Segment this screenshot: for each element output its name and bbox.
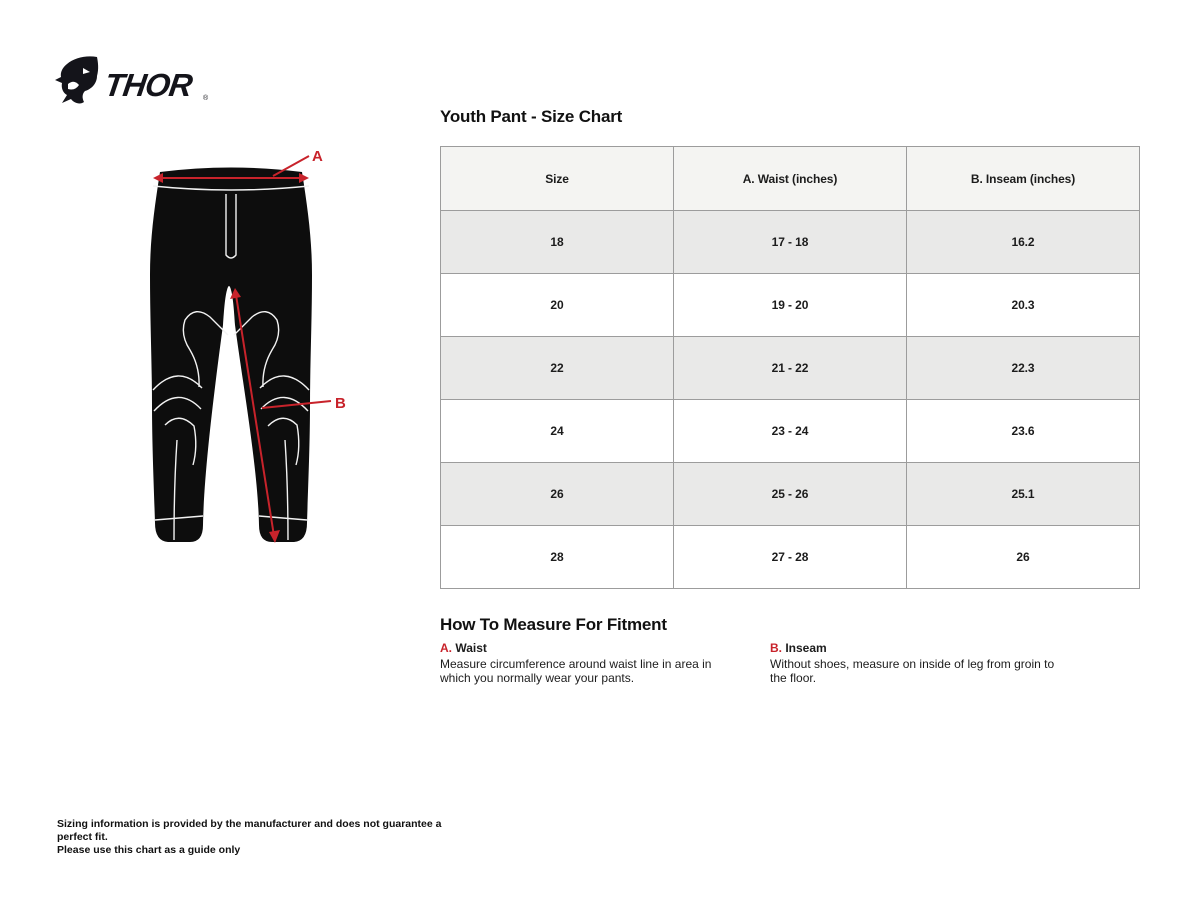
table-header-row [441, 147, 1140, 211]
sizing-disclaimer [57, 818, 477, 857]
measure-name-waist: Waist [455, 641, 487, 655]
cell-size: 28 [441, 526, 674, 589]
pant-measurement-diagram [95, 135, 395, 570]
disclaimer-line-1: Sizing information is provided by the manufacturer and does not guarantee a perfect fit. [57, 818, 442, 843]
measure-item-waist-title [440, 641, 740, 655]
cell-inseam: 20.3 [907, 274, 1140, 337]
table-row [441, 400, 1140, 463]
measure-name-inseam: Inseam [785, 641, 827, 655]
waist-label-a: A [312, 148, 323, 165]
header-size: Size [441, 147, 674, 211]
measure-item-inseam-title [770, 641, 1070, 655]
cell-inseam: 22.3 [907, 337, 1140, 400]
cell-inseam: 16.2 [907, 211, 1140, 274]
cell-waist: 25 - 26 [674, 463, 907, 526]
table-row [441, 526, 1140, 589]
cell-size: 20 [441, 274, 674, 337]
size-chart-table [440, 146, 1140, 589]
cell-waist: 21 - 22 [674, 337, 907, 400]
table-row [441, 211, 1140, 274]
cell-inseam: 23.6 [907, 400, 1140, 463]
measure-section-heading: How To Measure For Fitment [440, 615, 667, 634]
cell-waist: 17 - 18 [674, 211, 907, 274]
thor-logo-wordmark [102, 67, 194, 103]
measure-desc-inseam: Without shoes, measure on inside of leg from groin to the floor. [770, 657, 1055, 685]
header-waist: A. Waist (inches) [674, 147, 907, 211]
thor-logo [53, 55, 213, 107]
table-row [441, 274, 1140, 337]
cell-size: 18 [441, 211, 674, 274]
table-row [441, 463, 1140, 526]
cell-size: 24 [441, 400, 674, 463]
disclaimer-line-2: Please use this chart as a guide only [57, 844, 241, 856]
cell-waist: 19 - 20 [674, 274, 907, 337]
cell-waist: 23 - 24 [674, 400, 907, 463]
measure-item-waist [440, 641, 740, 685]
header-inseam: B. Inseam (inches) [907, 147, 1140, 211]
cell-size: 26 [441, 463, 674, 526]
registered-trademark: ® [203, 95, 209, 102]
page-title: Youth Pant - Size Chart [440, 107, 623, 126]
svg-text:THOR: THOR [102, 67, 194, 103]
measure-letter-b: B. [770, 641, 782, 655]
cell-waist: 27 - 28 [674, 526, 907, 589]
cell-size: 22 [441, 337, 674, 400]
measure-letter-a: A. [440, 641, 452, 655]
measure-desc-waist: Measure circumference around waist line in area in which you normally wear your pants. [440, 657, 712, 685]
table-row [441, 337, 1140, 400]
thor-goat-head-icon [55, 56, 98, 103]
cell-inseam: 25.1 [907, 463, 1140, 526]
measure-item-inseam [770, 641, 1070, 685]
cell-inseam: 26 [907, 526, 1140, 589]
inseam-label-b: B [335, 395, 346, 412]
